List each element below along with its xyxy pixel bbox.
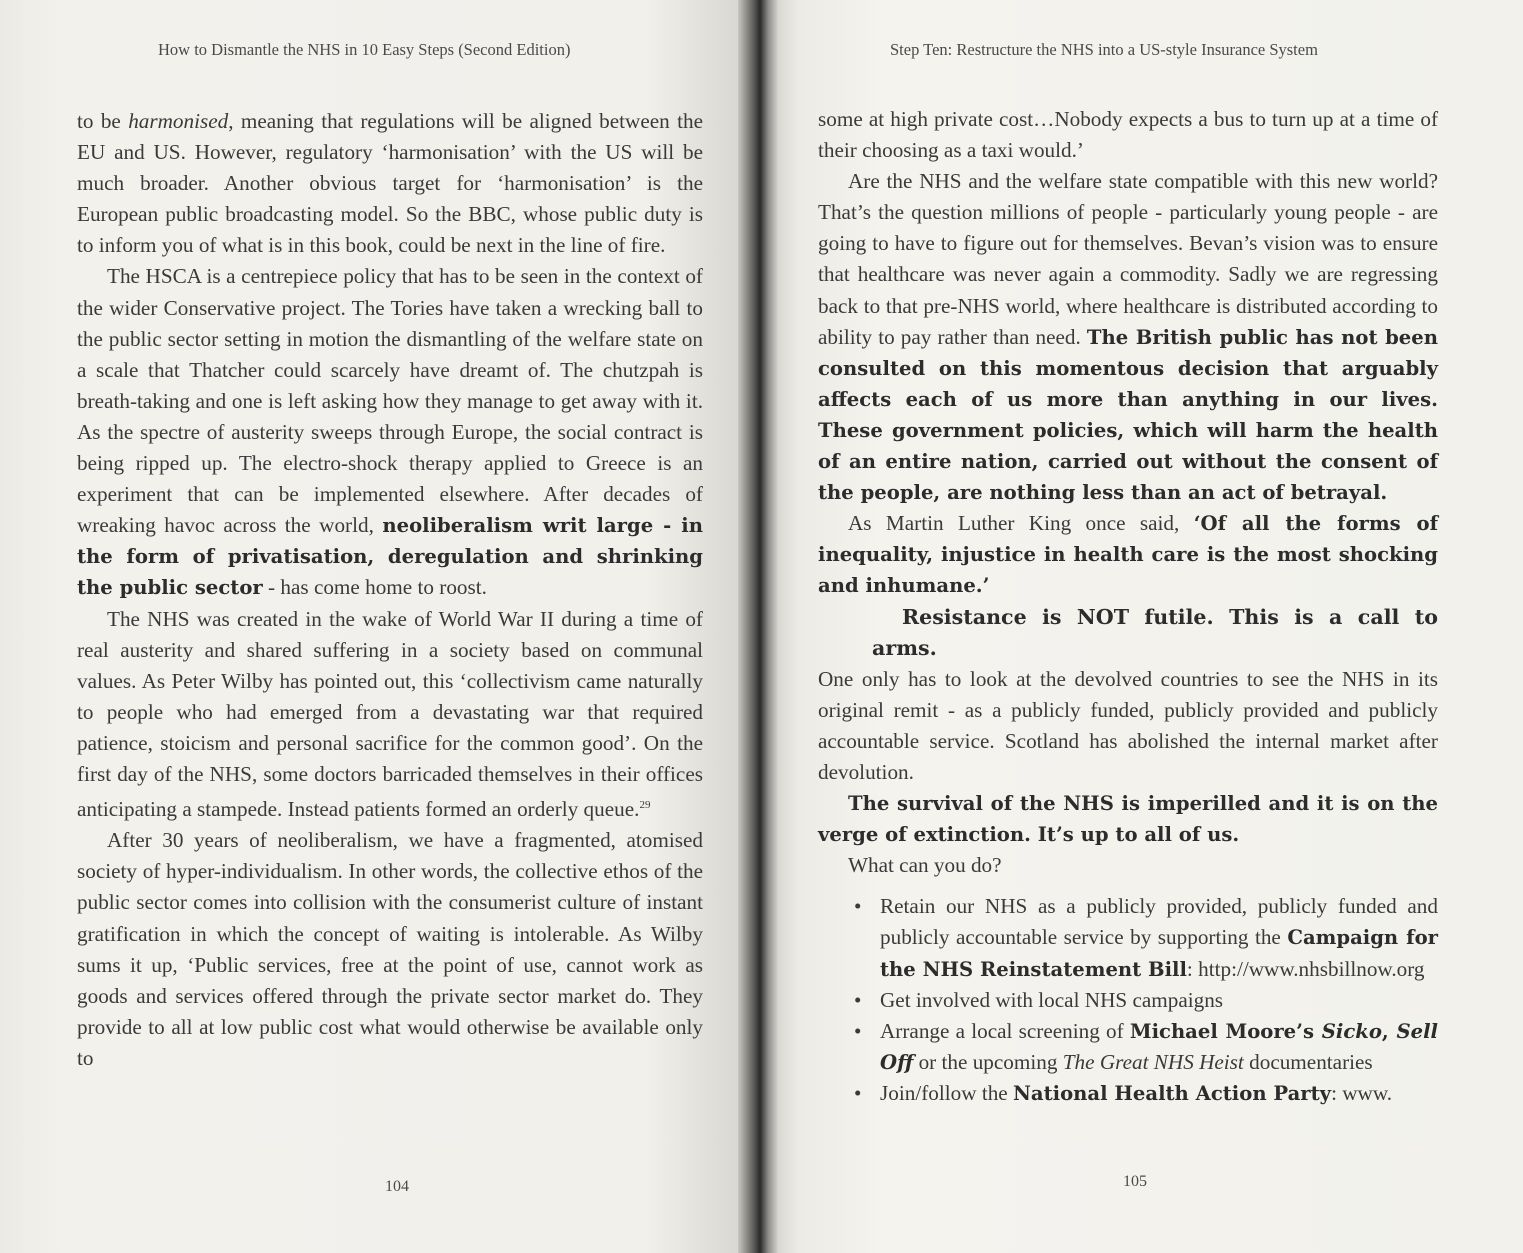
book-gutter	[738, 0, 778, 1253]
running-head-left: How to Dismantle the NHS in 10 Easy Steps (Second Edition)	[158, 40, 571, 59]
left-page	[0, 0, 760, 1253]
list-item: • Retain our NHS as a publicly provided, publicly funded and publicly accountable service by supporting the Campaign for the NHS Reinstatement Bill: http://www.nhsbillnow.org	[818, 891, 1438, 984]
bullet-icon: •	[854, 987, 862, 1012]
list-item: • Join/follow the National Health Action Party: www.	[818, 1078, 1438, 1109]
right-page	[768, 0, 1523, 1253]
bullet-icon: •	[854, 894, 862, 919]
footnote-marker[interactable]: 29	[639, 799, 651, 812]
paragraph: Are the NHS and the welfare state compatible with this new world? That’s the question millions of people - particularly young people - are going to have to figure out for themselves. Bevan’s vision was to ensure that healthcare was never again a commodity. Sadly we are regressing back to that pre-NHS world, where healthcare is distributed according to ability to pay rather than need. The British public has not been consulted on this momentous decision that arguably affects each of us more than anything in our lives. These government policies, which will harm the health of an entire nation, carried out without the consent of the people, are nothing less than an act of betrayal.	[818, 169, 1438, 505]
running-head-right: Step Ten: Restructure the NHS into a US-style Insurance System	[890, 40, 1318, 59]
paragraph: As Martin Luther King once said, ‘Of all the forms of inequality, injustice in health care is the most shocking and inhumane.’	[818, 511, 1438, 598]
paragraph: One only has to look at the devolved countries to see the NHS in its original remit - as a publicly funded, publicly provided and publicly accountable service. Scotland has abolished the internal market after devolution.	[818, 666, 1438, 784]
paragraph: What can you do?	[848, 853, 1002, 878]
list-item: • Get involved with local NHS campaigns	[818, 985, 1438, 1016]
page-number-left: 104	[385, 1178, 409, 1195]
paragraph: some at high private cost…Nobody expects a bus to turn up at a time of their choosing as a taxi would.’	[818, 107, 1438, 163]
paragraph: After 30 years of neoliberalism, we have a fragmented, atomised society of hyper-individualism. In other words, the collective ethos of the public sector comes into collision with the consumerist culture of instant gratification in which the concept of waiting is intolerable. As Wilby sums it up, ‘Public services, free at the point of use, cannot work as goods and services offered through the private sector market do. They provide to all at low public cost what would otherwise be available only to	[77, 828, 703, 1070]
action-list	[818, 891, 1438, 1109]
left-body-text	[77, 106, 703, 1074]
paragraph: to be harmonised, meaning that regulations will be aligned between the EU and US. However, regulatory ‘harmonisation’ with the US will be much broader. Another obvious target for ‘harmonisation’ is the European public broadcasting model. So the BBC, whose public duty is to inform you of what is in this book, could be next in the line of fire.	[77, 109, 703, 258]
paragraph: The NHS was created in the wake of World War II during a time of real austerity and shared suffering in a society based on communal values. As Peter Wilby has pointed out, this ‘collectivism came naturally to people who had emerged from a devastating war that required patience, stoicism and personal sacrifice for the common good’. On the first day of the NHS, some doctors barricaded themselves in their offices anticipating a stampede. Instead patients formed an orderly queue.$^{29}$	[77, 606, 703, 822]
right-body-text	[818, 104, 1438, 1109]
bullet-icon: •	[854, 1080, 862, 1105]
bullet-icon: •	[854, 1018, 862, 1043]
call-to-arms-heading: Resistance is NOT futile. This is a call to arms.	[872, 604, 1438, 660]
list-item: • Arrange a local screening of Michael Moore’s Sicko, Sell Off or the upcoming The Great NHS Heist documentaries	[818, 1016, 1438, 1078]
page-number-right: 105	[1123, 1173, 1147, 1190]
paragraph: The HSCA is a centrepiece policy that has to be seen in the context of the wider Conservative project. The Tories have taken a wrecking ball to the public sector setting in motion the dismantling of the welfare state on a scale that Thatcher could scarcely have dreamt of. The chutzpah is breath-taking and one is left asking how they manage to get away with it. As the spectre of austerity sweeps through Europe, the social contract is being ripped up. The electro-shock therapy applied to Greece is an experiment that can be implemented elsewhere. After decades of wreaking havoc across the world, neoliberalism writ large - in the form of privatisation, deregulation and shrinking the public sector - has come home to roost.	[77, 264, 703, 600]
paragraph: The survival of the NHS is imperilled and it is on the verge of extinction. It’s up to all of us.	[818, 792, 1438, 847]
